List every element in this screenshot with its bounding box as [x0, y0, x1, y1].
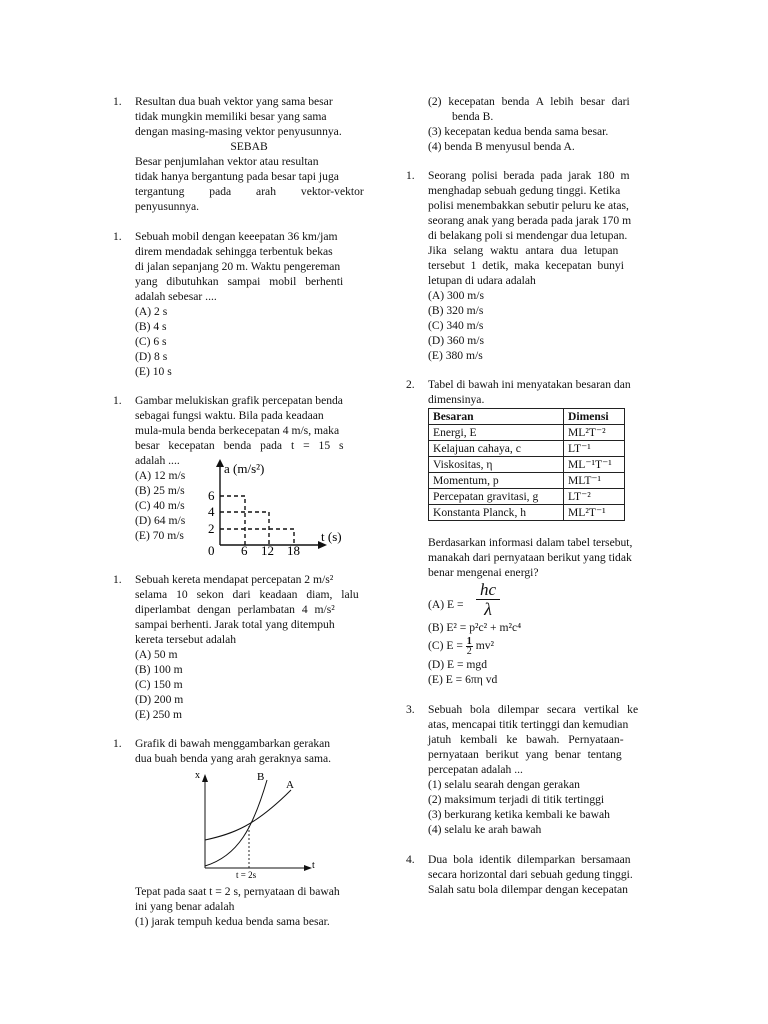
acceleration-steps: [220, 496, 294, 545]
answer-option-c[interactable]: (C) 150 m: [135, 678, 183, 691]
statement-2[interactable]: (2) kecepatan benda A lebih besar dari: [428, 95, 630, 108]
answer-option-e[interactable]: (E) 70 m/s: [135, 529, 184, 542]
y-tick-4: 4: [208, 504, 215, 519]
table-row: [429, 425, 625, 441]
text-line: sebagai fungsi waktu. Bila pada keadaan: [135, 409, 324, 422]
y-axis-label: a (m/s²): [224, 461, 265, 476]
acceleration-time-graph: [203, 457, 363, 557]
text-line: secara horizontal dari sebuah gedung tinggi.: [428, 868, 633, 881]
connector-sebab: SEBAB: [230, 140, 268, 153]
numerator: hc: [476, 581, 500, 600]
cell-dimension: ML²T⁻²: [564, 425, 625, 441]
answer-option-a[interactable]: (A) 50 m: [135, 648, 178, 661]
text-line: tergantung pada arah vektor-vektor: [135, 185, 364, 198]
x-axis-label: t (s): [321, 529, 342, 544]
text-line: Tabel di bawah ini menyatakan besaran dan: [428, 378, 631, 391]
question-number: 4.: [406, 853, 415, 866]
fraction-half: [466, 637, 473, 656]
text-line: adalah ....: [135, 454, 180, 467]
question-number: 1.: [406, 169, 415, 182]
t-marker-label: t = 2s: [236, 870, 257, 878]
option-c-prefix: (C) E =: [428, 639, 463, 652]
answer-option-c[interactable]: (C) 340 m/s: [428, 319, 484, 332]
question-number: 2.: [406, 378, 415, 391]
text-line: seorang anak yang berada pada jarak 170 m: [428, 214, 632, 227]
table-row: [429, 473, 625, 489]
question-text: [428, 377, 658, 687]
answer-option-d[interactable]: (D) 360 m/s: [428, 334, 485, 347]
statement-1[interactable]: (1) selalu searah dengan gerakan: [428, 778, 580, 791]
question-text: [135, 736, 363, 766]
text-line: di jalan sepanjang 20 m. Waktu pengereman: [135, 260, 341, 273]
text-line: tidak mungkin memiliki besar yang sama: [135, 110, 327, 123]
text-line: dengan masing-masing vektor penyusunnya.: [135, 125, 342, 138]
question-number: 1.: [113, 737, 122, 750]
answer-option-d[interactable]: (D) 200 m: [135, 693, 184, 706]
question-number: 3.: [406, 703, 415, 716]
statement-4[interactable]: (4) benda B menyusul benda A.: [428, 140, 575, 153]
text-line: atas, mencapai titik tertinggi dan kemudian: [428, 718, 629, 731]
answer-option-b[interactable]: (B) E² = p²c² + m²c⁴: [428, 621, 522, 634]
x-tick-6: 6: [241, 543, 248, 557]
text-line: Sebuah mobil dengan keeepatan 36 km/jam: [135, 230, 338, 243]
statement-3[interactable]: (3) kecepatan kedua benda sama besar.: [428, 125, 609, 138]
text-line: direm mendadak sehingga terbentuk bekas: [135, 245, 333, 258]
statement-1[interactable]: (1) jarak tempuh kedua benda sama besar.: [135, 915, 330, 928]
text-line: adalah sebesar ....: [135, 290, 217, 303]
cell-dimension: ML⁻¹T⁻¹: [564, 457, 625, 473]
answer-option-b[interactable]: (B) 4 s: [135, 320, 167, 333]
question-number: 1.: [113, 394, 122, 407]
question-text: [428, 168, 658, 363]
curve-b-label: B: [257, 771, 265, 783]
dimension-table: [428, 408, 625, 521]
text-line: besar kecepatan benda pada t = 15 s: [135, 439, 344, 452]
text-line: Grafik di bawah menggambarkan gerakan: [135, 737, 331, 750]
column-header-dimensi: Dimensi: [564, 409, 625, 425]
answer-option-a[interactable]: (A) 12 m/s: [135, 469, 186, 482]
text-line: diperlambat dengan perlambatan 4 m/s²: [135, 603, 335, 616]
statement-3[interactable]: (3) berkurang ketika kembali ke bawah: [428, 808, 610, 821]
statement-2[interactable]: (2) maksimum terjadi di titik tertinggi: [428, 793, 605, 806]
table-row: [429, 489, 625, 505]
question-text: [428, 702, 658, 837]
answer-option-d[interactable]: (D) 8 s: [135, 350, 168, 363]
text-line: Jika selang waktu antara dua letupan: [428, 244, 619, 257]
statement-4[interactable]: (4) selalu ke arah bawah: [428, 823, 542, 836]
y-axis-arrow: [216, 459, 224, 467]
table-header-row: [429, 409, 625, 425]
answer-option-b[interactable]: (B) 100 m: [135, 663, 183, 676]
cell-dimension: ML²T⁻¹: [564, 505, 625, 521]
cell-quantity: Momentum, p: [429, 473, 564, 489]
question-statements: [135, 884, 363, 929]
answer-option-d[interactable]: (D) 64 m/s: [135, 514, 186, 527]
text-line: pernyataan berikut yang benar tentang: [428, 748, 622, 761]
text-line: Resultan dua buah vektor yang sama besar: [135, 95, 333, 108]
text-line: polisi menembakkan sebutir peluru ke atas,: [428, 199, 629, 212]
text-line: benar mengenai energi?: [428, 566, 539, 579]
cell-dimension: MLT⁻¹: [564, 473, 625, 489]
curve-b: [205, 780, 267, 866]
formula-hc-over-lambda: [476, 581, 500, 618]
y-tick-2: 2: [208, 521, 215, 536]
cell-quantity: Viskositas, η: [429, 457, 564, 473]
text-line: Sebuah kereta mendapat percepatan 2 m/s²: [135, 573, 334, 586]
y-arrow: [202, 774, 208, 782]
text-line: mula-mula benda berkecepatan 4 m/s, maka: [135, 424, 340, 437]
text-line: dimensinya.: [428, 393, 485, 406]
table-row: [429, 441, 625, 457]
answer-option-e[interactable]: (E) 250 m: [135, 708, 183, 721]
text-line: Seorang polisi berada pada jarak 180 m: [428, 169, 630, 182]
statement-2-cont: benda B.: [452, 110, 494, 123]
denominator: λ: [484, 599, 492, 619]
option-c-suffix: mv²: [475, 639, 494, 652]
text-line: kereta tersebut adalah: [135, 633, 237, 646]
answer-option-b[interactable]: (B) 320 m/s: [428, 304, 484, 317]
text-line: Sebuah bola dilempar secara vertikal ke: [428, 703, 639, 716]
question-text: [135, 572, 363, 722]
answer-option-a[interactable]: (A) 300 m/s: [428, 289, 485, 302]
answer-option-a[interactable]: [428, 580, 658, 620]
text-line: menghadap sebuah gedung tinggi. Ketika: [428, 184, 621, 197]
question-number: 1.: [113, 230, 122, 243]
answer-option-b[interactable]: (B) 25 m/s: [135, 484, 185, 497]
y-axis-label: x: [195, 770, 200, 781]
text-line: Gambar melukiskan grafik percepatan benda: [135, 394, 343, 407]
statements-continued: [428, 94, 658, 154]
answer-option-e[interactable]: (E) 380 m/s: [428, 349, 483, 362]
text-line: letupan di udara adalah: [428, 274, 536, 287]
t-axis-label: t: [312, 860, 315, 871]
answer-option-c[interactable]: (C) 40 m/s: [135, 499, 185, 512]
question-number: 1.: [113, 95, 122, 108]
cell-quantity: Kelajuan cahaya, c: [429, 441, 564, 457]
answer-option-c[interactable]: [428, 635, 658, 657]
step-2: [220, 529, 294, 545]
text-line: di belakang poli si mendengar dua letupan.: [428, 229, 628, 242]
text-line: Berdasarkan informasi dalam tabel tersebut,: [428, 536, 633, 549]
text-line: penyusunnya.: [135, 200, 200, 213]
answer-option-e[interactable]: (E) 10 s: [135, 365, 172, 378]
curve-a: [205, 790, 291, 840]
text-line: jatuh kembali ke bawah. Pernyataan-: [428, 733, 624, 746]
text-line: tidak hanya bergantung pada besar tapi juga: [135, 170, 339, 183]
x-tick-0: 0: [208, 543, 215, 557]
text-line: sampai berhenti. Jarak total yang ditempuh: [135, 618, 335, 631]
x-tick-18: 18: [287, 543, 300, 557]
option-a-prefix: (A) E =: [428, 598, 464, 611]
text-line: percepatan adalah ...: [428, 763, 523, 776]
answer-option-a[interactable]: (A) 2 s: [135, 305, 168, 318]
text-line: ini yang benar adalah: [135, 900, 235, 913]
curve-a-label: A: [286, 779, 294, 791]
text-line: selama 10 sekon dari keadaan diam, lalu: [135, 588, 359, 601]
text-line: Dua bola identik dilemparkan bersamaan: [428, 853, 631, 866]
denominator: 2: [466, 645, 472, 657]
answer-option-e[interactable]: (E) E = 6πη vd: [428, 673, 498, 686]
answer-option-c[interactable]: (C) 6 s: [135, 335, 167, 348]
question-number: 1.: [113, 573, 122, 586]
text-line: yang dibutuhkan sampai mobil berhenti: [135, 275, 344, 288]
question-text: [135, 94, 363, 214]
cell-dimension: LT⁻¹: [564, 441, 625, 457]
t-arrow: [304, 865, 312, 871]
numerator: 1: [466, 635, 472, 647]
column-header-besaran: Besaran: [429, 409, 564, 425]
question-text: [428, 852, 658, 897]
cell-quantity: Konstanta Planck, h: [429, 505, 564, 521]
cell-quantity: Energi, E: [429, 425, 564, 441]
question-text: [135, 229, 363, 379]
text-line: manakah dari pernyataan berikut yang tidak: [428, 551, 632, 564]
table-row: [429, 457, 625, 473]
step-6: [220, 496, 245, 545]
x-tick-12: 12: [261, 543, 274, 557]
text-line: Salah satu bola dilempar dengan kecepatan: [428, 883, 628, 896]
y-tick-6: 6: [208, 488, 215, 503]
text-line: Tepat pada saat t = 2 s, pernyataan di bawah: [135, 885, 340, 898]
table-row: [429, 505, 625, 521]
text-line: tersebut 1 detik, maka kecepatan bunyi: [428, 259, 624, 272]
cell-dimension: LT⁻²: [564, 489, 625, 505]
answer-option-d[interactable]: (D) E = mgd: [428, 658, 488, 671]
position-time-graph: [183, 768, 323, 878]
text-line: dua buah benda yang arah geraknya sama.: [135, 752, 332, 765]
cell-quantity: Percepatan gravitasi, g: [429, 489, 564, 505]
text-line: Besar penjumlahan vektor atau resultan: [135, 155, 319, 168]
